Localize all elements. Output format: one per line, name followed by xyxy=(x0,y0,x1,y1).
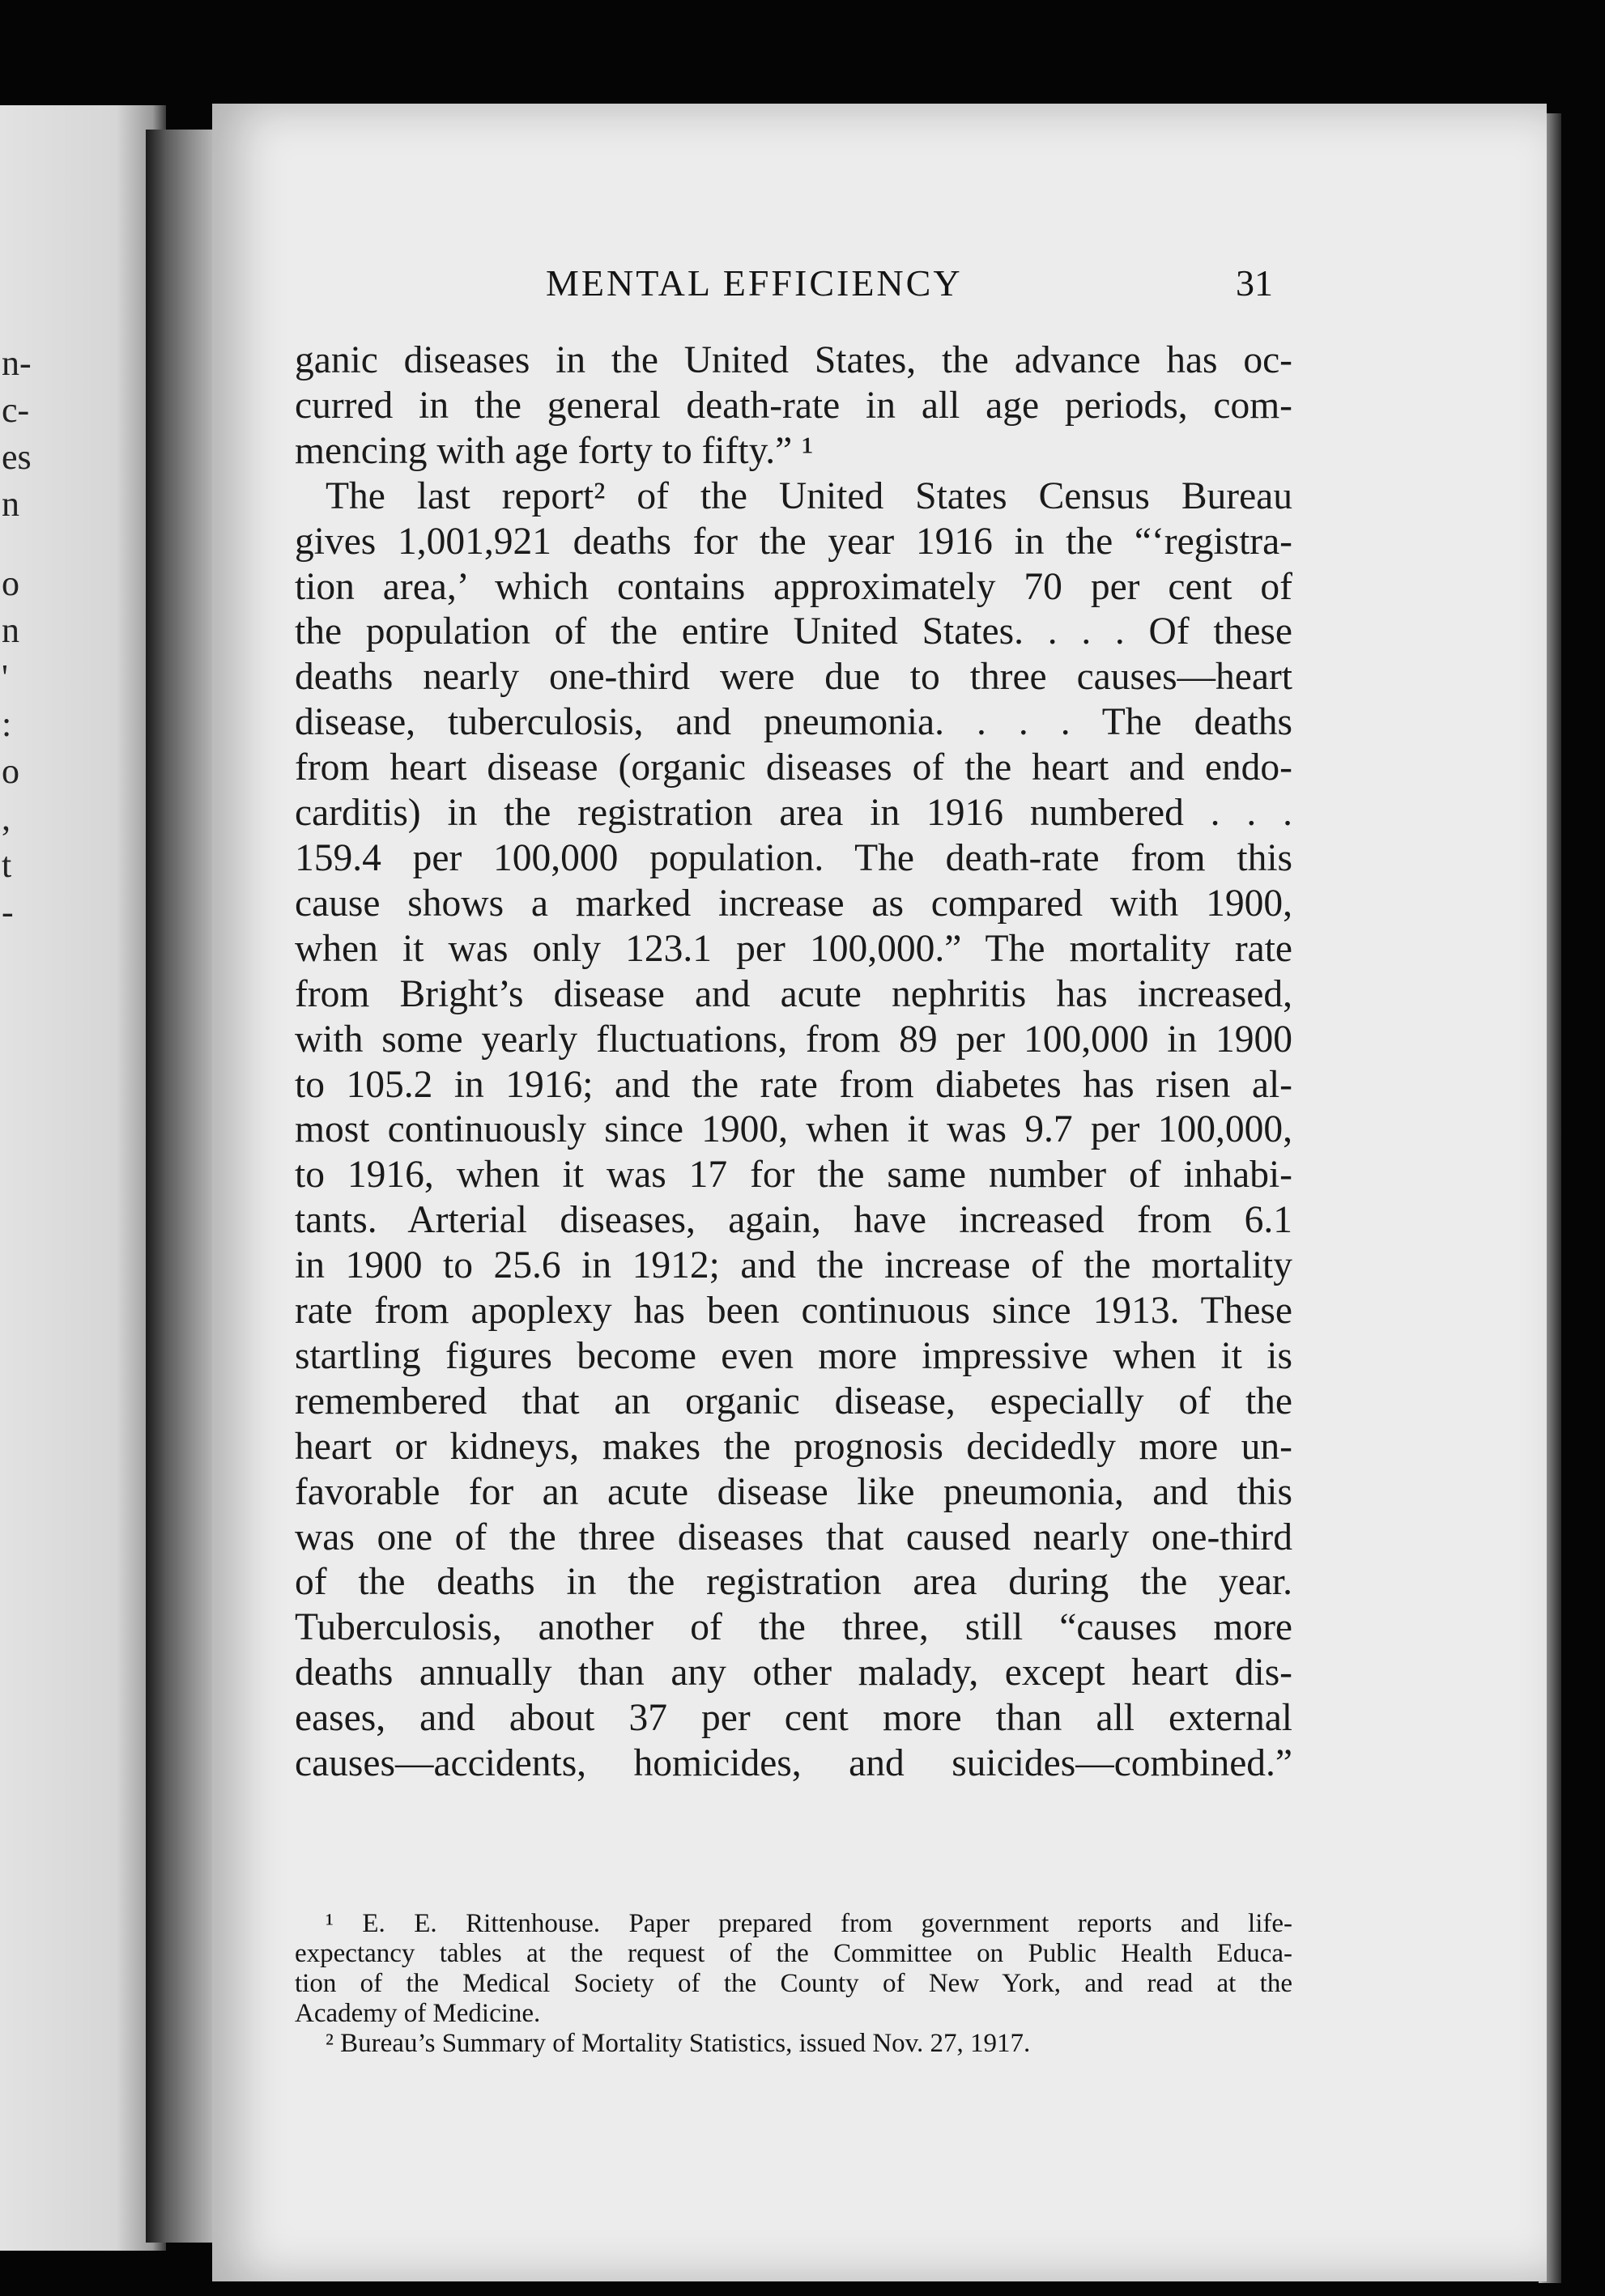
text-line: startling figures become even more impressive when it is xyxy=(295,1334,1292,1377)
footnotes xyxy=(295,1909,1292,2059)
text-line: heart or kidneys, makes the prognosis decidedly more un- xyxy=(295,1425,1292,1468)
text-line: when it was only 123.1 per 100,000.” The mortality rate xyxy=(295,927,1292,970)
edge-glyph: , xyxy=(2,798,11,838)
text-line: mencing with age forty to fifty.” ¹ xyxy=(295,429,814,472)
text-line: to 105.2 in 1916; and the rate from diabetes has risen al- xyxy=(295,1063,1292,1106)
edge-glyph: n xyxy=(2,610,19,650)
text-line: 159.4 per 100,000 population. The death-rate from this xyxy=(295,836,1292,879)
text-line: deaths annually than any other malady, except heart dis- xyxy=(295,1652,1292,1694)
edge-glyph: t xyxy=(2,845,12,885)
body-text xyxy=(295,338,1292,1787)
edge-glyph: - xyxy=(2,892,14,932)
text-line: Tuberculosis, another of the three, still “causes more xyxy=(295,1606,1292,1649)
text-line: was one of the three diseases that caused nearly one-third xyxy=(295,1516,1292,1558)
footnote-line: ¹ E. E. Rittenhouse. Paper prepared from government reports and life- xyxy=(326,1909,1292,1938)
text-line: the population of the entire United States. . . . Of these xyxy=(295,610,1292,653)
text-line: with some yearly fluctuations, from 89 per 100,000 in 1900 xyxy=(295,1018,1292,1061)
edge-glyph: o xyxy=(2,563,19,603)
footnote-line: ² Bureau’s Summary of Mortality Statistics, issued Nov. 27, 1917. xyxy=(326,2029,1031,2058)
footnote-line: expectancy tables at the request of the Committee on Public Health Educa- xyxy=(295,1939,1292,1968)
text-line: from heart disease (organic diseases of the heart and endo- xyxy=(295,746,1292,789)
edge-glyph: c- xyxy=(2,390,30,430)
text-line: deaths nearly one-third were due to three causes—heart xyxy=(295,656,1292,699)
edge-glyph: n- xyxy=(2,343,32,383)
text-line: eases, and about 37 per cent more than all external xyxy=(295,1697,1292,1740)
text-line: causes—accidents, homicides, and suicides—combined.” xyxy=(295,1742,1292,1785)
text-line: tants. Arterial diseases, again, have increased from 6.1 xyxy=(295,1199,1292,1242)
running-head xyxy=(212,261,1547,318)
text-line: gives 1,001,921 deaths for the year 1916 in the “‘registra- xyxy=(295,520,1292,563)
text-line: favorable for an acute disease like pneumonia, and this xyxy=(295,1470,1292,1513)
text-line: curred in the general death-rate in all age periods, com- xyxy=(295,384,1292,427)
text-line: tion area,’ which contains approximately 70 per cent of xyxy=(295,565,1292,608)
footnote-line: Academy of Medicine. xyxy=(295,1999,541,2028)
text-line: to 1916, when it was 17 for the same number of inhabi- xyxy=(295,1154,1292,1197)
edge-glyph: es xyxy=(2,437,32,477)
edge-glyph: o xyxy=(2,751,19,791)
text-line: of the deaths in the registration area during the year. xyxy=(295,1561,1292,1604)
text-line: carditis) in the registration area in 1916 numbered . . . xyxy=(295,792,1292,835)
left-facing-page xyxy=(0,105,166,2251)
footnote-line: tion of the Medical Society of the County of New York, and read at the xyxy=(295,1969,1292,1998)
edge-glyph: n xyxy=(2,484,19,524)
text-line: cause shows a marked increase as compared with 1900, xyxy=(295,882,1292,925)
book-page xyxy=(212,104,1547,2281)
text-line: The last report² of the United States Census Bureau xyxy=(326,474,1292,517)
text-line: most continuously since 1900, when it was 9.7 per 100,000, xyxy=(295,1108,1292,1151)
edge-glyph: ' xyxy=(2,657,8,697)
text-line: ganic diseases in the United States, the advance has oc- xyxy=(295,339,1292,381)
text-line: from Bright’s disease and acute nephritis has increased, xyxy=(295,972,1292,1015)
page-number: 31 xyxy=(1236,262,1273,304)
running-title: MENTAL EFFICIENCY xyxy=(546,262,963,304)
text-line: rate from apoplexy has been continuous since 1913. These xyxy=(295,1290,1292,1333)
text-line: remembered that an organic disease, especially of the xyxy=(295,1380,1292,1422)
edge-glyph: : xyxy=(2,704,12,744)
left-page-edge-text xyxy=(0,340,49,936)
text-line: disease, tuberculosis, and pneumonia. . . . The deaths xyxy=(295,701,1292,744)
text-line: in 1900 to 25.6 in 1912; and the increase of the mortality xyxy=(295,1244,1292,1287)
